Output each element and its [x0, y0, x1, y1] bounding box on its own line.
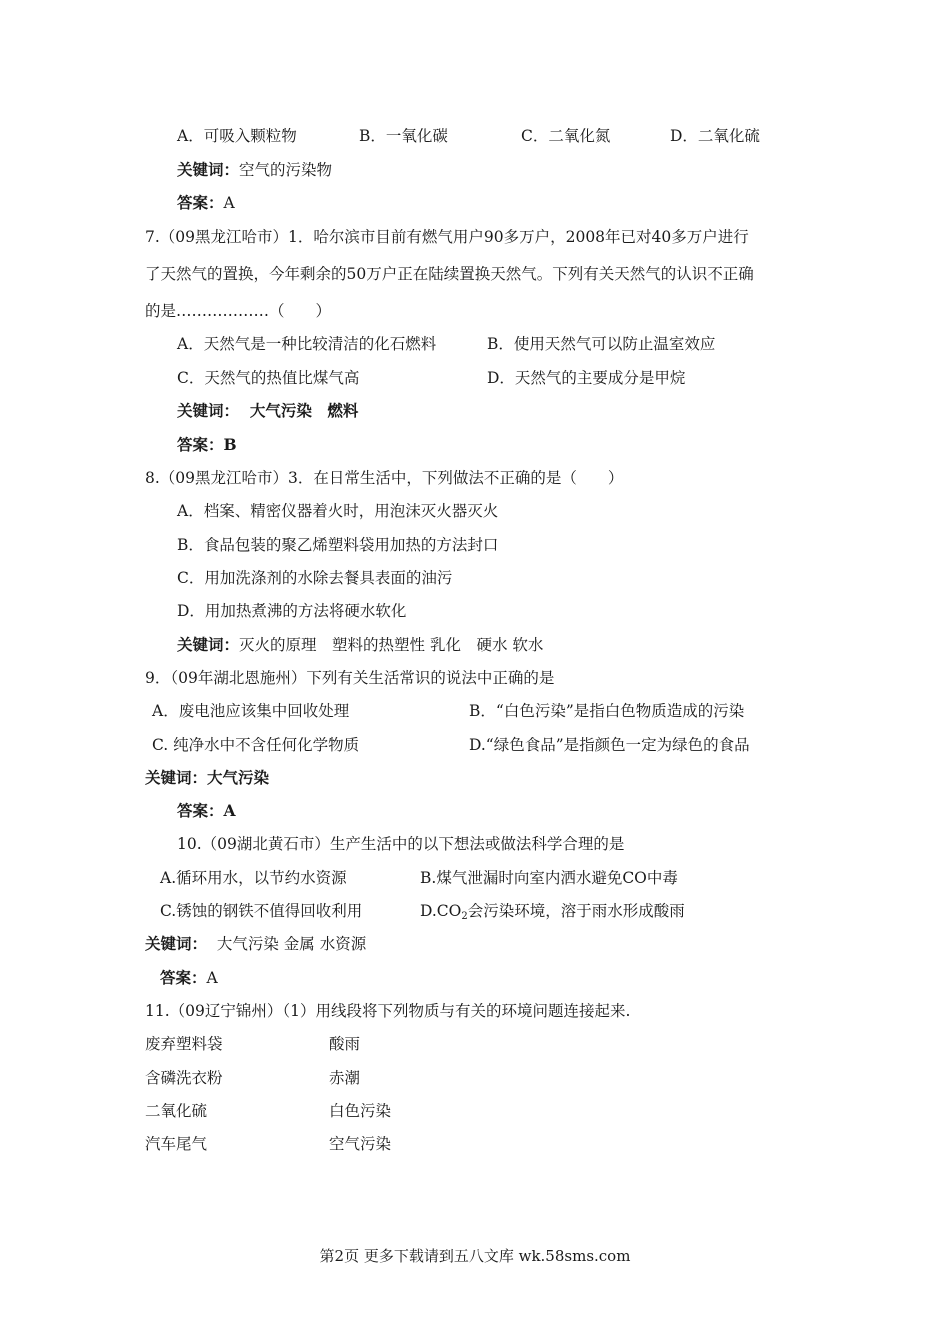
- q8-option-b: B．食品包装的聚乙烯塑料袋用加热的方法封口: [177, 536, 499, 554]
- q8-option-d: D．用加热煮沸的方法将硬水软化: [177, 602, 407, 620]
- answer-label: 答案：: [177, 801, 224, 820]
- q11-left-item: 二氧化硫: [145, 1102, 208, 1120]
- answer-label: 答案：: [177, 193, 224, 212]
- answer-label: 答案：: [160, 968, 207, 987]
- q9-stem: 9．（09年湖北恩施州）下列有关生活常识的说法中正确的是: [145, 669, 555, 687]
- q11-right-item: 空气污染: [329, 1135, 392, 1153]
- answer-text: B: [223, 435, 237, 454]
- keywords-label: 关键词：: [145, 934, 208, 953]
- q9-option-a: A．废电池应该集中回收处理: [152, 702, 350, 720]
- q8-option-c: C．用加洗涤剂的水除去餐具表面的油污: [177, 569, 453, 587]
- q10-answer: [160, 968, 218, 988]
- q7-option-a: A．天然气是一种比较清洁的化石燃料: [177, 335, 437, 353]
- q6-option-a: A．可吸入颗粒物: [177, 127, 297, 145]
- q9-option-d: D.“绿色食品”是指颜色一定为绿色的食品: [469, 736, 750, 754]
- q7-answer: [177, 435, 237, 455]
- keywords-label: 关键词：: [177, 160, 240, 179]
- option-d-subscript: 2: [461, 911, 468, 922]
- page-footer: 第2页 更多下载请到五八文库 wk.58sms.com: [319, 1247, 631, 1265]
- answer-text: A: [206, 969, 218, 987]
- q7-stem-line-3: 的是………………（ ）: [145, 302, 332, 320]
- keywords-text: 大气污染: [207, 768, 270, 787]
- q10-stem: 10.（09湖北黄石市）生产生活中的以下想法或做法科学合理的是: [177, 835, 625, 853]
- q9-option-b: B．“白色污染”是指白色物质造成的污染: [469, 702, 745, 720]
- q10-option-a: A.循环用水，以节约水资源: [160, 869, 347, 887]
- q11-stem: 11.（09辽宁锦州）（1）用线段将下列物质与有关的环境问题连接起来.: [145, 1002, 631, 1020]
- q6-option-b: B．一氧化碳: [359, 127, 448, 145]
- q10-option-b: B.煤气泄漏时向室内洒水避免CO中毒: [420, 869, 678, 887]
- q6-option-c: C．二氧化氮: [521, 127, 611, 145]
- q7-option-d: D．天然气的主要成分是甲烷: [487, 369, 686, 387]
- q6-option-d: D．二氧化硫: [670, 127, 760, 145]
- q7-option-c: C．天然气的热值比煤气高: [177, 369, 360, 387]
- keywords-text: 大气污染 金属 水资源: [216, 935, 367, 953]
- q11-left-item: 废弃塑料袋: [145, 1035, 223, 1053]
- q7-option-b: B．使用天然气可以防止温室效应: [487, 335, 716, 353]
- q11-right-item: 酸雨: [329, 1035, 361, 1053]
- q11-left-item: 含磷洗衣粉: [145, 1069, 223, 1087]
- option-d-suffix: 会污染环境，溶于雨水形成酸雨: [467, 902, 685, 920]
- q10-keywords: [145, 934, 366, 954]
- option-d-prefix: D.CO: [420, 902, 462, 920]
- keywords-text: 大气污染 燃料: [249, 401, 359, 420]
- answer-text: A: [223, 801, 236, 820]
- keywords-text: 灭火的原理 塑料的热塑性 乳化 硬水 软水: [239, 636, 544, 654]
- keywords-label: 关键词：: [177, 401, 240, 420]
- answer-text: A: [223, 194, 235, 212]
- q7-stem-line-1: 7.（09黑龙江哈市）1．哈尔滨市目前有燃气用户90多万户，2008年已对40多万户进行: [145, 228, 749, 246]
- q8-stem: 8.（09黑龙江哈市）3．在日常生活中，下列做法不正确的是（ ）: [145, 469, 624, 487]
- q9-keywords: [145, 768, 269, 788]
- q6-keywords: [177, 160, 332, 180]
- q10-option-c: C.锈蚀的钢铁不值得回收利用: [160, 902, 363, 920]
- q11-left-item: 汽车尾气: [145, 1135, 208, 1153]
- q7-stem-line-2: 了天然气的置换，今年剩余的50万户正在陆续置换天然气。下列有关天然气的认识不正确: [145, 265, 754, 283]
- q7-keywords: [177, 401, 358, 421]
- q6-answer: [177, 193, 235, 213]
- answer-label: 答案：: [177, 435, 224, 454]
- q8-keywords: [177, 635, 543, 655]
- keywords-label: 关键词：: [177, 635, 240, 654]
- q8-option-a: A．档案、精密仪器着火时，用泡沫灭火器灭火: [177, 502, 499, 520]
- q9-answer: [177, 801, 236, 821]
- q11-right-item: 赤潮: [329, 1069, 361, 1087]
- q11-right-item: 白色污染: [329, 1102, 392, 1120]
- q10-option-d: [420, 901, 685, 927]
- keywords-text: 空气的污染物: [239, 161, 333, 179]
- keywords-label: 关键词：: [145, 768, 208, 787]
- q9-option-c: C. 纯净水中不含任何化学物质: [152, 736, 360, 754]
